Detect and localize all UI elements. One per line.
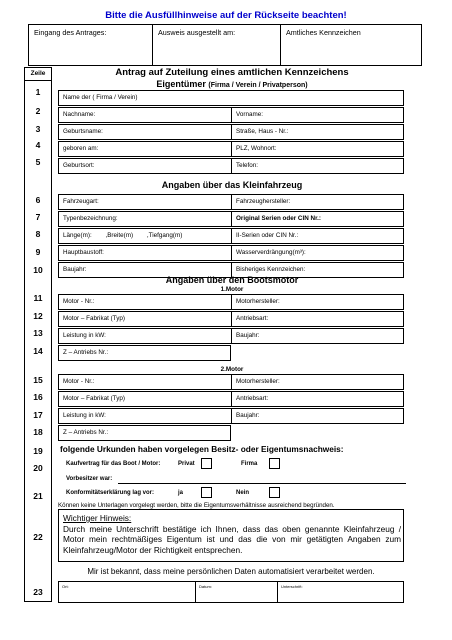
- firma-checkbox[interactable]: [269, 458, 280, 469]
- ii-serien-field[interactable]: II-Serien oder CIN Nr.:: [236, 232, 299, 239]
- row-number: 23: [33, 587, 43, 597]
- row-number: 13: [33, 328, 43, 338]
- motor2-baujahr-field[interactable]: Baujahr:: [236, 412, 260, 419]
- motor2-row-17: [58, 408, 404, 424]
- hauptbaustoff-field[interactable]: Hauptbaustoff:: [59, 246, 232, 260]
- signature-row: [58, 581, 404, 603]
- telefon-field[interactable]: Telefon:: [236, 162, 259, 169]
- row-number: 6: [35, 195, 41, 205]
- boat-row-6: [58, 194, 404, 210]
- typenbezeichnung-field[interactable]: Typenbezeichnung:: [59, 212, 232, 226]
- ja-label: ja: [178, 490, 184, 496]
- row-number: 17: [33, 410, 43, 420]
- motor2-row-15: [58, 374, 404, 390]
- fahrzeughersteller-field[interactable]: Fahrzeughersteller:: [236, 198, 291, 205]
- motor2-label: 2.Motor: [220, 366, 244, 373]
- vorbesitzer-label: Vorbesitzer war:: [66, 476, 113, 482]
- kennzeichen-field[interactable]: Amtliches Kennzeichen: [286, 28, 361, 37]
- privat-label: Privat: [178, 461, 195, 467]
- fahrzeugart-field[interactable]: Fahrzeugart:: [59, 195, 232, 209]
- docs-title: folgende Urkunden haben vorgelegen Besitz- oder Eigentumsnachweis:: [60, 444, 344, 454]
- motor1-hersteller-field[interactable]: Motorhersteller:: [236, 298, 280, 305]
- row-number: 10: [33, 265, 43, 275]
- hint-title: Wichtiger Hinweis:: [63, 513, 132, 523]
- ausweis-field[interactable]: Ausweis ausgestellt am:: [153, 25, 281, 65]
- motor2-nr-field[interactable]: Motor - Nr.:: [59, 375, 232, 389]
- tiefgang-label: ,Tiefgang(m): [146, 232, 183, 239]
- eingang-field[interactable]: Eingang des Antrages:: [29, 25, 153, 65]
- nein-checkbox[interactable]: [269, 487, 280, 498]
- row-number: 22: [33, 532, 43, 542]
- owner-title: [56, 79, 408, 89]
- motor2-fabrikat-field[interactable]: Motor – Fabrikat (Typ): [59, 392, 232, 406]
- motor1-row-13: [58, 328, 404, 344]
- hint-box: [58, 509, 404, 562]
- row-number: 19: [33, 446, 43, 456]
- motor1-row-12: [58, 311, 404, 327]
- hint-text: Durch meine Unterschrift bestätige ich Ihnen, dass das oben genannte Kleinfahrzeug / Motor mein rechtmäßiges Eigentum ist und das die von mir getätigten Angaben zum Kleinfahrzeug/Motor der Richtigkeit entsprechen.: [63, 524, 401, 555]
- row-number: 7: [35, 212, 41, 222]
- row-number: 8: [35, 229, 41, 239]
- motor2-leistung-field[interactable]: Leistung in kW:: [59, 409, 232, 423]
- row-number: 12: [33, 311, 43, 321]
- row-number: 16: [33, 392, 43, 402]
- row-number: 11: [33, 293, 43, 303]
- owner-row-3: [58, 124, 404, 140]
- motor1-fabrikat-field[interactable]: Motor – Fabrikat (Typ): [59, 312, 232, 326]
- motor2-row-18: [58, 425, 231, 441]
- row-number: 15: [33, 375, 43, 385]
- geburtsort-field[interactable]: Geburtsort:: [59, 159, 232, 173]
- original-serien-field[interactable]: Original Serien oder CIN Nr.:: [236, 215, 322, 222]
- form-title: Antrag auf Zuteilung eines amtlichen Kennzeichens: [115, 67, 349, 78]
- boat-row-8: [58, 228, 404, 244]
- row-number: 4: [35, 140, 41, 150]
- nachname-field[interactable]: Nachname:: [59, 108, 232, 122]
- boat-row-7: [58, 211, 404, 227]
- motor1-row-14: [58, 345, 231, 361]
- motor2-row-16: [58, 391, 404, 407]
- strasse-field[interactable]: Straße, Haus - Nr.:: [236, 128, 289, 135]
- motor1-antrieb-field[interactable]: Antriebsart:: [236, 315, 269, 322]
- owner-row-4: [58, 141, 404, 157]
- motor1-z-antrieb-field[interactable]: Z – Antriebs Nr.:: [63, 349, 109, 356]
- laenge-label: Länge(m):: [63, 232, 92, 239]
- motor1-baujahr-field[interactable]: Baujahr:: [236, 332, 260, 339]
- row-number: 20: [33, 463, 43, 473]
- motor-section-title: Angaben über den Bootsmotor: [165, 275, 299, 285]
- breite-label: ,Breite(m): [105, 232, 134, 239]
- plz-field[interactable]: PLZ, Wohnort:: [236, 145, 277, 152]
- top-note: Bitte die Ausfüllhinweise auf der Rückseite beachten!: [105, 10, 347, 21]
- row-number: 3: [35, 124, 41, 134]
- motor2-antrieb-field[interactable]: Antriebsart:: [236, 395, 269, 402]
- office-box: [28, 24, 422, 66]
- vorbesitzer-line[interactable]: [118, 483, 406, 484]
- row-number: 14: [33, 346, 43, 356]
- row-number: 5: [35, 157, 41, 167]
- kaufvertrag-label: Kaufvertrag für das Boot / Motor:: [66, 461, 161, 467]
- owner-row-2: [58, 107, 404, 123]
- ja-checkbox[interactable]: [201, 487, 212, 498]
- geburtsname-field[interactable]: Geburtsname:: [59, 125, 232, 139]
- owner-row-5: [58, 158, 404, 174]
- motor1-row-11: [58, 294, 404, 310]
- motor2-z-antrieb-field[interactable]: Z – Antriebs Nr.:: [63, 429, 109, 436]
- boat-section-title: Angaben über das Kleinfahrzeug: [161, 180, 303, 190]
- motor1-label: 1.Motor: [220, 286, 244, 293]
- dimensions-field[interactable]: [59, 229, 232, 243]
- owner-title-sub: (Firma / Verein / Privatperson): [208, 82, 308, 89]
- vorname-field[interactable]: Vorname:: [236, 111, 263, 118]
- wasserverdraengung-field[interactable]: Wasserverdrängung(m³):: [236, 249, 306, 256]
- nein-label: Nein: [236, 490, 250, 496]
- row-number: 9: [35, 247, 41, 257]
- zeile-label: Zeile: [24, 67, 52, 81]
- row-number: 21: [33, 491, 43, 501]
- motor1-nr-field[interactable]: Motor - Nr.:: [59, 295, 232, 309]
- geboren-field[interactable]: geboren am:: [59, 142, 232, 156]
- privat-checkbox[interactable]: [201, 458, 212, 469]
- owner-name-row[interactable]: [58, 90, 404, 106]
- konformitaet-label: Konformitätserklärung lag vor:: [66, 490, 155, 496]
- row-number: 1: [35, 87, 41, 97]
- motor2-hersteller-field[interactable]: Motorhersteller:: [236, 378, 280, 385]
- owner-title-main: Eigentümer: [156, 79, 206, 89]
- firma-label: Firma: [241, 461, 258, 467]
- docs-note: Können keine Unterlagen vorgelegt werden, bitte die Eigentumsverhältnisse ausreichend begründen.: [58, 502, 335, 509]
- baujahr-field[interactable]: Baujahr:: [59, 263, 232, 277]
- boat-row-9: [58, 245, 404, 261]
- owner-name-field[interactable]: Name der ( Firma / Verein): [63, 94, 138, 101]
- unterschrift-field[interactable]: Unterschrift:: [281, 584, 303, 589]
- bisheriges-kennzeichen-field[interactable]: Bisheriges Kennzeichen:: [236, 266, 306, 273]
- row-number: 18: [33, 427, 43, 437]
- row-number: 2: [35, 106, 41, 116]
- data-processing-note: Mir ist bekannt, dass meine persönlichen Daten automatisiert verarbeitet werden.: [87, 567, 375, 576]
- motor1-leistung-field[interactable]: Leistung in kW:: [59, 329, 232, 343]
- ort-field[interactable]: Ort:: [59, 582, 196, 602]
- datum-field[interactable]: Datum:: [196, 582, 278, 602]
